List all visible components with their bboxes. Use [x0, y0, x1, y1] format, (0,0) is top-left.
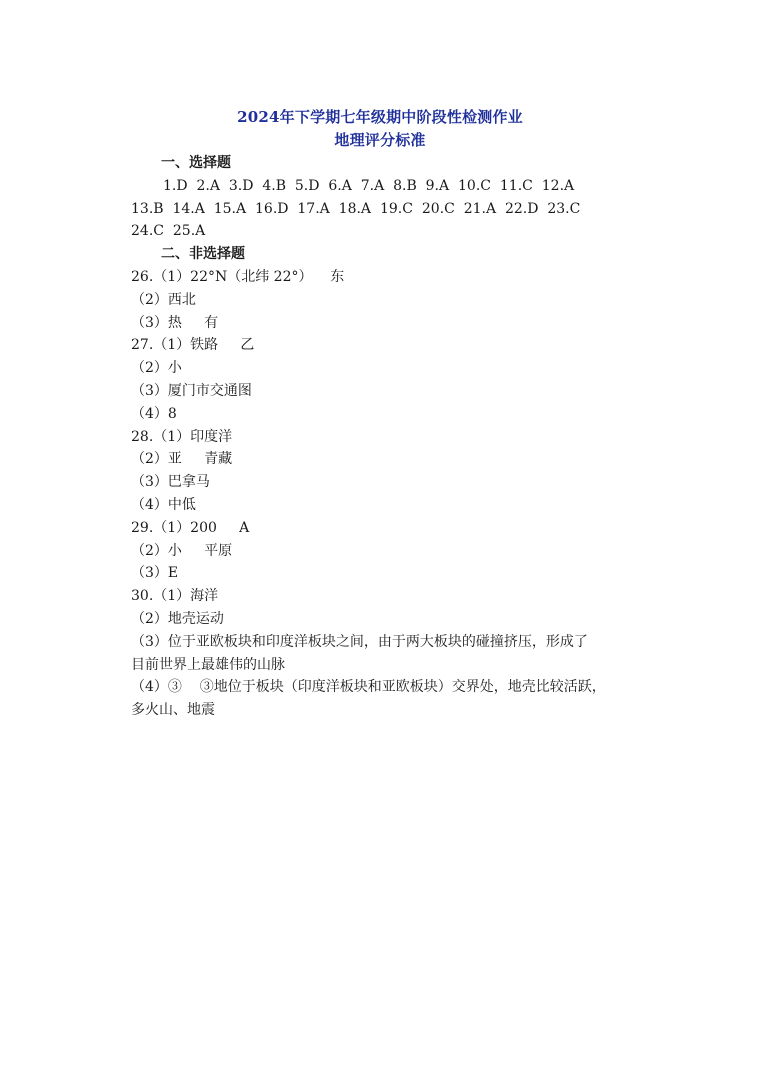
answer-line: （4）8	[131, 405, 177, 422]
answer-line: 26.（1）22°N（北纬 22°） 东	[131, 268, 345, 285]
answer-line: 目前世界上最雄伟的山脉	[131, 656, 285, 673]
answer-line: （2）亚 青藏	[131, 451, 233, 468]
answer-line: （2）小	[131, 360, 182, 377]
answer-line: （3）E	[131, 565, 179, 582]
answer-line: （4）中低	[131, 496, 196, 513]
answer-line: （3）位于亚欧板块和印度洋板块之间，由于两大板块的碰撞挤压，形成了	[131, 633, 588, 650]
answer-line: 28.（1）印度洋	[131, 428, 233, 445]
answer-line: 多火山、地震	[131, 702, 215, 719]
answer-line: 27.（1）铁路 乙	[131, 337, 255, 354]
document-subtitle: 地理评分标准	[334, 131, 426, 149]
answer-line: （2）地壳运动	[131, 610, 224, 627]
answer-line: （4）③ ③地位于板块（印度洋板块和亚欧板块）交界处，地壳比较活跃，	[131, 679, 606, 696]
choice-answers-row: 1.D 2.A 3.D 4.B 5.D 6.A 7.A 8.B 9.A 10.C 11.C 12.A	[163, 177, 575, 194]
answer-line: （3）热 有	[131, 314, 219, 331]
answer-line: （3）厦门市交通图	[131, 382, 252, 399]
document-title: 2024年下学期七年级期中阶段性检测作业	[237, 108, 523, 126]
choice-answers-row: 13.B 14.A 15.A 16.D 17.A 18.A 19.C 20.C 21.A 22.D 23.C	[131, 200, 581, 217]
answer-line: （3）巴拿马	[131, 474, 210, 491]
answer-line: （2）小 平原	[131, 542, 233, 559]
section-heading-choice: 一、选择题	[161, 155, 231, 171]
answer-line: 29.（1）200 A	[131, 519, 250, 536]
answer-line: （2）西北	[131, 291, 196, 308]
section-heading-nonchoice: 二、非选择题	[161, 246, 245, 263]
answer-line: 30.（1）海洋	[131, 588, 219, 605]
answer-content	[131, 152, 641, 722]
choice-answers-row: 24.C 25.A	[131, 223, 206, 240]
